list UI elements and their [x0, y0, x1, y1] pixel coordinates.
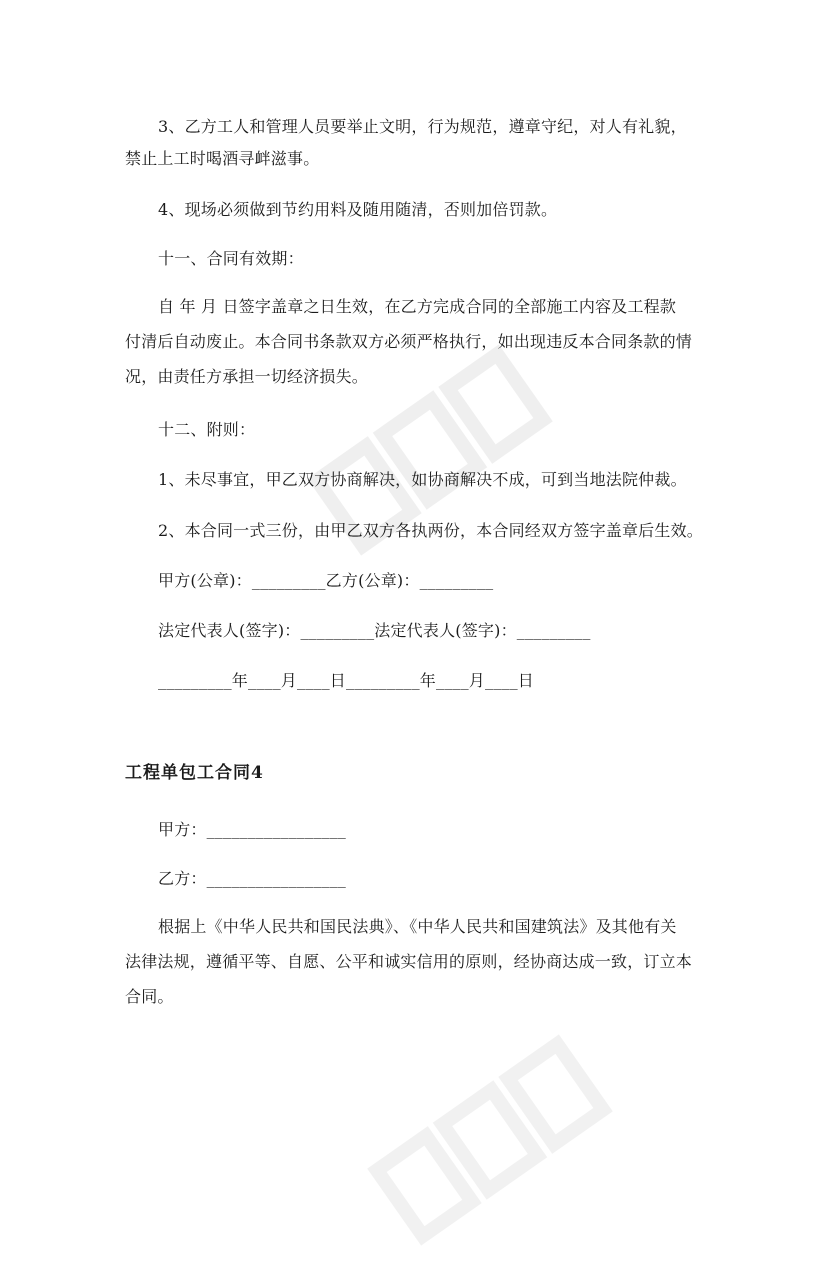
appendix-clause-1: 1、未尽事宜，甲乙双方协商解决，如协商解决不成，可到当地法院仲裁。	[158, 470, 687, 489]
intro-line-1: 根据上《中华人民共和国民法典》、《中华人民共和国建筑法》及其他有关	[158, 917, 677, 936]
clause-3-line-2: 禁止上工时喝酒寻衅滋事。	[125, 149, 320, 168]
section-11-line-1: 自 年 月 日签字盖章之日生效，在乙方完成合同的全部施工内容及工程款	[158, 297, 677, 316]
section-11-line-3: 况，由责任方承担一切经济损失。	[125, 367, 369, 386]
section-11-line-2: 付清后自动废止。本合同书条款双方必须严格执行，如出现违反本合同条款的情	[125, 332, 693, 351]
section-12-heading: 十二、附则：	[158, 420, 256, 439]
clause-3-line-1: 3、乙方工人和管理人员要举止文明，行为规范，遵章守纪，对人有礼貌，	[158, 117, 687, 136]
clause-4: 4、现场必须做到节约用料及随用随清，否则加倍罚款。	[158, 200, 558, 219]
party-a-field: 甲方：_________________	[158, 820, 347, 839]
watermark-icon	[300, 320, 560, 580]
signature-line: 法定代表人(签字)：_________法定代表人(签字)：_________	[158, 621, 591, 640]
seal-line: 甲方(公章)：_________乙方(公章)：_________	[158, 571, 494, 590]
section-title: 工程单包工合同4	[125, 763, 264, 783]
date-line: _________年____月____日_________年____月____日	[158, 671, 534, 690]
section-11-heading: 十一、合同有效期：	[158, 249, 304, 268]
watermark-icon	[360, 1010, 620, 1270]
intro-line-2: 法律法规，遵循平等、自愿、公平和诚实信用的原则，经协商达成一致，订立本	[125, 952, 693, 971]
intro-line-3: 合同。	[125, 987, 174, 1006]
appendix-clause-2: 2、本合同一式三份，由甲乙双方各执两份，本合同经双方签字盖章后生效。	[158, 521, 703, 540]
party-b-field: 乙方：_________________	[158, 869, 347, 888]
